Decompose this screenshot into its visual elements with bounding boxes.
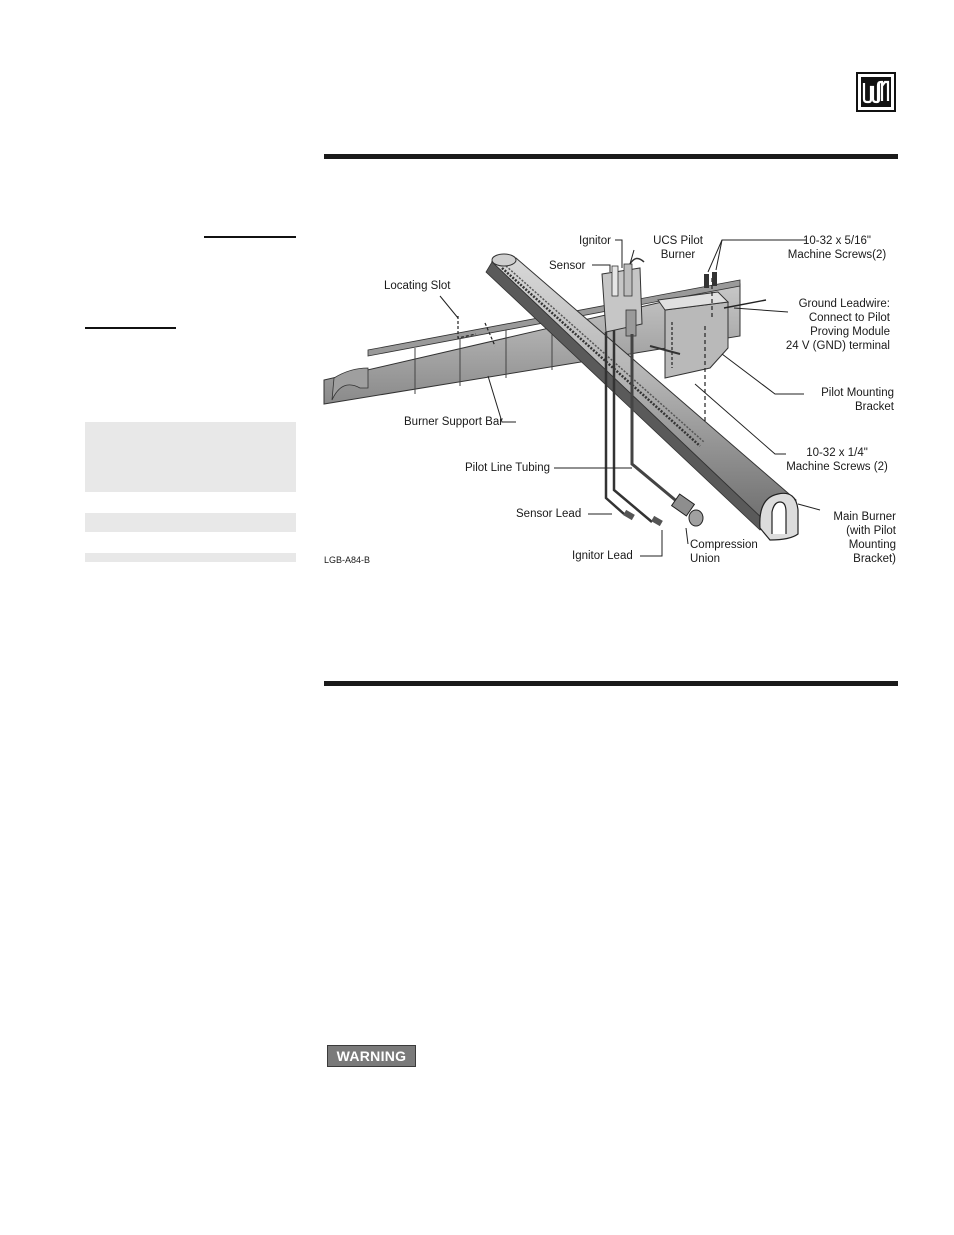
- logo-wm-icon: [861, 77, 891, 107]
- section-rule-top: [324, 154, 898, 159]
- ucs-pilot-burner: [602, 258, 644, 336]
- main-burner: [486, 254, 798, 540]
- label-screws-1-4: 10-32 x 1/4" Machine Screws (2): [786, 447, 888, 473]
- label-burner-support-bar: Burner Support Bar: [404, 416, 504, 428]
- label-main-burner: Main Burner (with Pilot Mounting Bracket): [833, 511, 896, 565]
- label-screws-5-16: 10-32 x 5/16" Machine Screws(2): [787, 235, 887, 261]
- label-ignitor: Ignitor: [579, 235, 611, 247]
- sidebar-underline-2: [85, 327, 176, 329]
- warning-badge: WARNING: [327, 1045, 416, 1067]
- sidebar-shaded-bar-1: [85, 513, 296, 532]
- sidebar-shaded-box: [85, 422, 296, 492]
- label-pilot-mounting-bracket: Pilot Mounting Bracket: [821, 387, 894, 413]
- label-sensor: Sensor: [549, 260, 586, 272]
- label-sensor-lead: Sensor Lead: [516, 508, 582, 520]
- brand-logo: [856, 72, 896, 112]
- label-ignitor-lead: Ignitor Lead: [572, 550, 633, 562]
- compression-union: [672, 494, 703, 526]
- section-rule-bottom: [324, 681, 898, 686]
- label-locating-slot: Locating Slot: [384, 280, 451, 292]
- label-pilot-line-tubing: Pilot Line Tubing: [465, 462, 551, 474]
- figure-code: LGB-A84-B: [324, 555, 371, 565]
- label-compression-union: Compression Union: [690, 539, 758, 565]
- sidebar-underline-1: [204, 236, 296, 238]
- sidebar-shaded-bar-2: [85, 553, 296, 562]
- label-ucs-pilot-burner: UCS Pilot Burner: [653, 235, 703, 261]
- logo-mark: [861, 77, 891, 107]
- label-ground-leadwire: Ground Leadwire: Connect to Pilot Proving Module 24 V (GND) terminal: [785, 298, 890, 352]
